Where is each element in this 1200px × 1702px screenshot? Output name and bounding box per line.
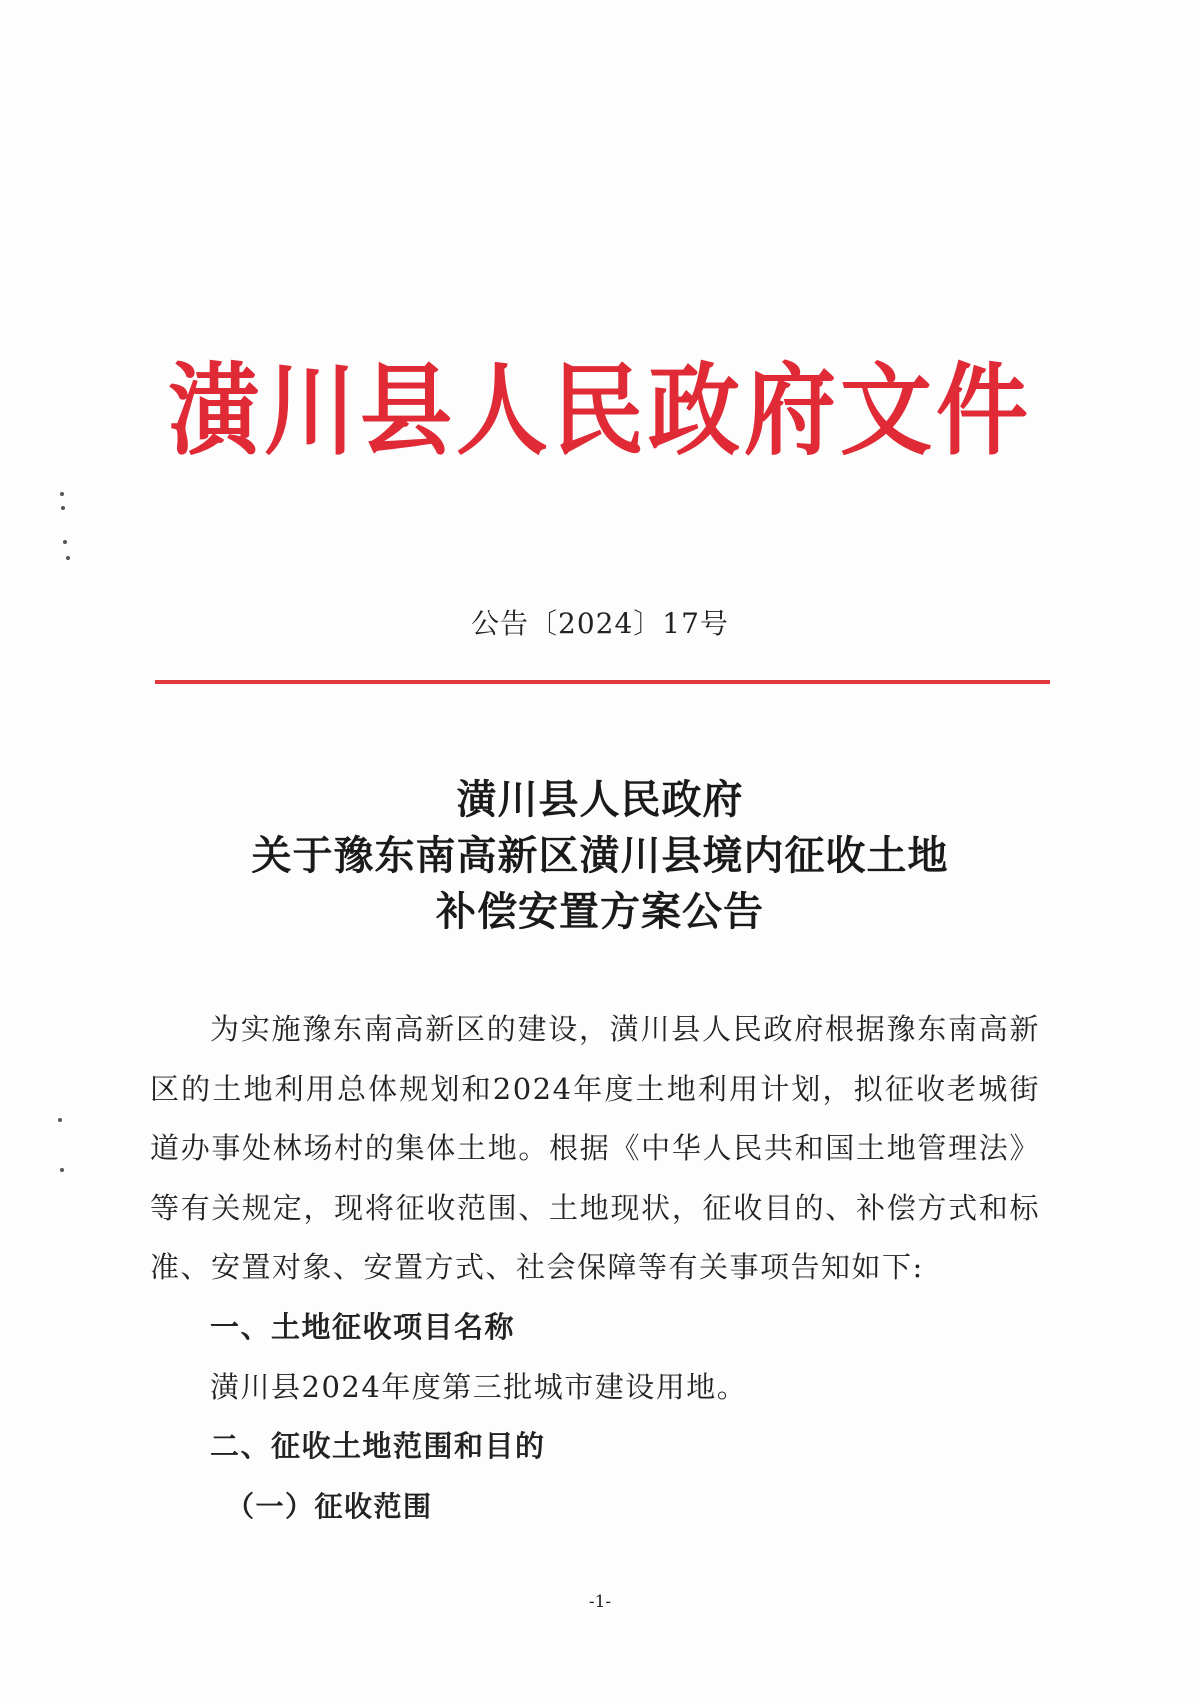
document-body <box>150 1000 1040 1536</box>
document-number: 公告〔2024〕17号 <box>471 607 729 640</box>
scan-speck <box>63 540 67 544</box>
subsection-heading-scope: （一）征收范围 <box>226 1489 433 1523</box>
page-number: -1- <box>588 1592 612 1612</box>
project-name-paragraph: 潢川县2024年度第三批城市建设用地。 <box>210 1369 748 1404</box>
red-divider-line <box>155 680 1050 684</box>
title-line-subject: 关于豫东南高新区潢川县境内征收土地 <box>251 832 949 879</box>
intro-paragraph: 为实施豫东南高新区的建设，潢川县人民政府根据豫东南高新区的土地利用总体规划和2024年度土地利用计划，拟征收老城街道办事处林场村的集体土地。根据《中华人民共和国土地管理法》等有关规定，现将征收范围、土地现状，征收目的、补偿方式和标准、安置对象、安置方式、社会保障等有关事项告知如下: <box>150 1012 1040 1285</box>
scan-speck <box>61 506 65 510</box>
title-line-type: 补偿安置方案公告 <box>436 888 764 935</box>
scan-speck <box>66 556 70 560</box>
section-heading-scope-purpose: 二、征收土地范围和目的 <box>210 1429 546 1464</box>
document-title <box>150 772 1050 940</box>
title-line-issuer: 潢川县人民政府 <box>456 776 744 823</box>
scan-speck <box>60 1168 64 1172</box>
document-masthead: 潢川县人民政府文件 <box>167 353 1032 469</box>
scan-speck <box>58 1118 62 1122</box>
section-heading-project-name: 一、土地征收项目名称 <box>210 1309 516 1344</box>
scan-speck <box>60 492 64 496</box>
